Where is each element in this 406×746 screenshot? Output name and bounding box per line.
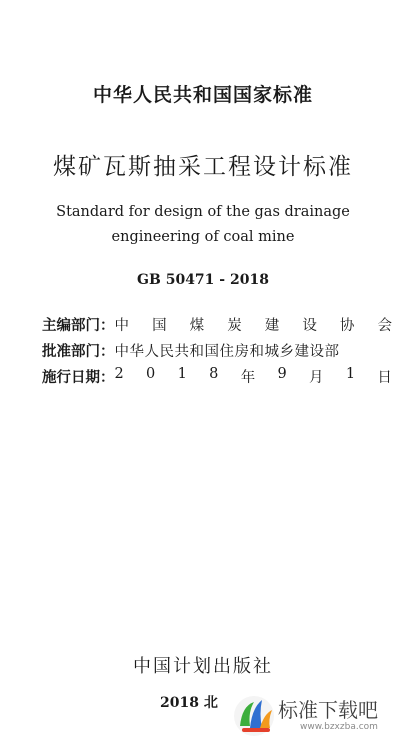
editor-char: 中	[114, 318, 129, 334]
editor-department-value	[115, 314, 393, 335]
publisher-name: 中国计划出版社	[133, 656, 273, 677]
standard-code: GB 50471 - 2018	[137, 272, 269, 288]
date-char: 2	[114, 366, 124, 382]
document-title-english-line1: Standard for design of the gas drainage	[56, 204, 350, 220]
publication-year: 2018 北	[160, 695, 218, 711]
editor-department-label: 主编部门：	[42, 318, 115, 334]
effective-date-row	[42, 366, 392, 387]
date-char: 日	[377, 370, 392, 386]
editor-char: 会	[377, 318, 392, 334]
date-char: 1	[345, 366, 356, 382]
watermark-logo	[232, 692, 398, 740]
date-char: 1	[177, 366, 187, 382]
effective-date-value	[115, 366, 393, 387]
document-title-chinese: 煤矿瓦斯抽采工程设计标准	[53, 154, 353, 180]
national-standard-heading: 中华人民共和国国家标准	[92, 84, 313, 106]
approver-department-value: 中华人民共和国住房和城乡建设部	[114, 344, 340, 360]
effective-date-label: 施行日期：	[42, 370, 115, 386]
date-char: 8	[209, 366, 219, 382]
editor-char: 设	[302, 318, 317, 334]
watermark-url: www.bzxzba.com	[300, 722, 378, 732]
watermark-icon	[232, 692, 276, 738]
editor-department-row	[42, 314, 392, 335]
editor-char: 炭	[227, 318, 242, 334]
editor-char: 国	[152, 318, 167, 334]
editor-char: 煤	[189, 318, 205, 334]
editor-char: 建	[264, 318, 280, 334]
date-char: 月	[309, 370, 324, 386]
watermark-site-name: 标准下载吧	[278, 698, 378, 722]
editor-char: 协	[339, 318, 355, 334]
date-char: 0	[146, 366, 156, 382]
date-char: 9	[277, 366, 287, 382]
approver-department-label: 批准部门：	[42, 344, 115, 360]
document-title-english-line2: engineering of coal mine	[111, 229, 295, 245]
date-char: 年	[240, 370, 256, 386]
approver-department-row	[42, 340, 392, 361]
